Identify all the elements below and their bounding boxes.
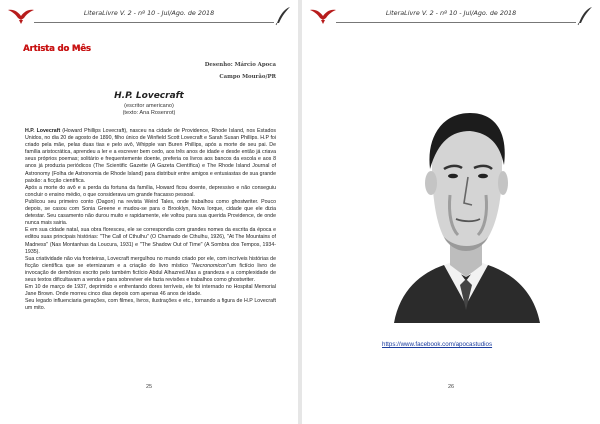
paragraph: H.P. Lovecraft (Howard Phillips Lovecraft), nasceu na cidade de Providence, Rhode Island, nos Estados Unidos, no dia 20 de agosto de 1890, filho único de Winfield Scott Lovecraft e Sarah Susan Phillips. H.P foi criado pela mãe, pelas duas tias e pelo avô, Whipple van Buren Phillips, após a morte de seu pai. De família aristocrática, aprendeu a ler e a escrever bem cedo, aos três anos de idade e desde então já criava seus próprios poemas; solitário e frequentemente doente, preferia os livros aos bancos da escola e aos 8 anos já produzia periódicos (The Scientific Gazette (A Gazeta Científica) e The Rhode Island Journal of Astronomy (Folha de Astronomia de Rhode Island) para distribuir entre amigos e entusiastas de sua grande paixão: a ficção científica.: [25, 128, 277, 184]
header-title: LiteraLivre V. 2 - nº 10 - Jul/Ago. de 2018: [83, 9, 215, 17]
facebook-link[interactable]: https://www.facebook.com/apocastudios: [382, 341, 493, 348]
quill-pen-icon: [576, 6, 594, 26]
paragraph: E em sua cidade natal, sua obra floresceu, ele se correspondia com grandes nomes da escrita da época e editou suas principais histórias: "The Call of Cthulhu" (O Chamado de Cthulhu, 1926), "At The Mountains of Madness" (Nas Montanhas da Loucura, 1931) e "The Shadow Out of Time" (A Sombra dos Tempos, 1934-1935).: [25, 227, 276, 255]
quill-pen-icon: [274, 6, 292, 26]
article-body: [25, 128, 276, 312]
page-number: 25: [145, 384, 153, 390]
section-title: Artista do Mês: [23, 44, 91, 54]
left-page: [0, 0, 298, 424]
paragraph: Em 10 de março de 1937, deprimido e enfrentando dores terríveis, ele foi internado no Hospital Memorial Jane Brown. Onde morreu cinco dias depois com apenas 46 anos de idade.: [25, 284, 276, 298]
paragraph: Seu legado influenciaria gerações, com filmes, livros, ilustrações e etc., tornando a figura de H.P Lovecraft um mito.: [25, 298, 276, 312]
header-rule: [336, 22, 576, 23]
article-title: H.P. Lovecraft: [114, 91, 184, 101]
paragraph: Publicou seu primeiro conto (Dagon) na revista Weird Tales, onde trabalhou como ghostwriter. Pouco depois, se casou com Sonia Greene e mudou-se para o Brooklyn, Nova Iorque, cidade que ele dizia detestar. Seu casamento não durou muito e rapidamente, ele voltou para sua querida Providence, de onde nunca mais sairia.: [25, 198, 276, 227]
right-page: [302, 0, 600, 424]
page-number: 26: [447, 384, 455, 390]
page-header: [308, 6, 594, 28]
city-credit: Campo Mourão/PR: [219, 74, 276, 80]
page-header: [6, 6, 292, 28]
lead-name: H.P. Lovecraft: [25, 128, 61, 134]
lovecraft-portrait-drawing: [386, 105, 546, 325]
book-title: "Necronomicon": [191, 262, 229, 269]
header-title: LiteraLivre V. 2 - nº 10 - Jul/Ago. de 2018: [385, 9, 517, 17]
article-subtitle: (escritor americano): [124, 103, 174, 109]
drawing-credit: Desenho: Márcio Apoca: [204, 62, 276, 68]
paragraph: Sua criatividade não via fronteiras, Lovecraft mergulhou no mundo criado por ele, com incríveis histórias de ficção científica que se eternizaram e a criação do livro místico "Necronomicon"um fictício livro de invocação de demônios escrito pelo também fictício Abdul Alhazred.Mas a grandeza e a complexidade de seus textos dificultavam a venda e para sobreviver ele fazia revisões e trabalhos como ghostwriter.: [25, 255, 277, 283]
paragraph: Após a morte do avô e a perda da fortuna da família, Howard ficou doente, depressivo e não conseguiu concluir o ensino médio, o que considerava um grande fracasso pessoal.: [25, 184, 276, 198]
header-rule: [34, 22, 274, 23]
article-author: (texto: Ana Rosenrot): [122, 110, 176, 116]
